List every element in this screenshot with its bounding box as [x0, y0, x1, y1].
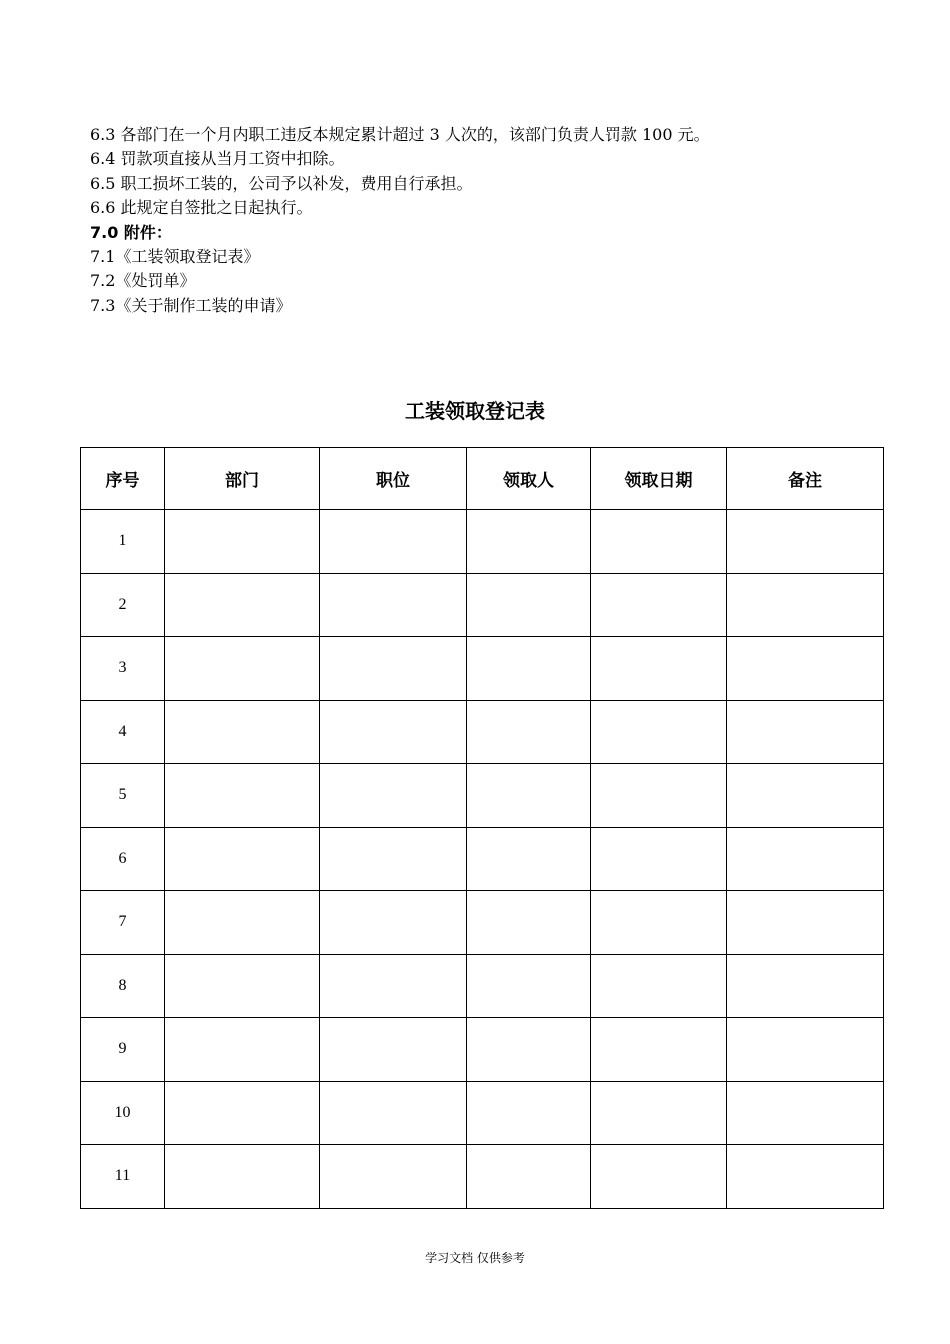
- table-row: [81, 510, 884, 574]
- serial-cell: 6: [81, 827, 165, 891]
- department-cell: [165, 700, 320, 764]
- position-cell: [320, 764, 467, 828]
- table-row: [81, 637, 884, 701]
- clause-6-4: 6.4 罚款项直接从当月工资中扣除。: [90, 149, 345, 169]
- column-header-position: 职位: [320, 448, 467, 510]
- serial-cell: 9: [81, 1018, 165, 1082]
- department-cell: [165, 1145, 320, 1209]
- recipient-cell: [467, 1081, 591, 1145]
- table-row: [81, 827, 884, 891]
- remarks-cell: [727, 827, 884, 891]
- column-header-serial: 序号: [81, 448, 165, 510]
- position-cell: [320, 891, 467, 955]
- position-cell: [320, 1081, 467, 1145]
- recipient-cell: [467, 637, 591, 701]
- serial-cell: 10: [81, 1081, 165, 1145]
- table-header-row: [81, 448, 884, 510]
- department-cell: [165, 510, 320, 574]
- date-cell: [591, 1145, 727, 1209]
- date-cell: [591, 764, 727, 828]
- serial-cell: 8: [81, 954, 165, 1018]
- column-header-remarks: 备注: [727, 448, 884, 510]
- attachment-7-1: 7.1《工装领取登记表》: [90, 246, 260, 266]
- position-cell: [320, 510, 467, 574]
- position-cell: [320, 827, 467, 891]
- recipient-cell: [467, 1018, 591, 1082]
- position-cell: [320, 954, 467, 1018]
- column-header-department: 部门: [165, 448, 320, 510]
- remarks-cell: [727, 764, 884, 828]
- position-cell: [320, 637, 467, 701]
- recipient-cell: [467, 954, 591, 1018]
- position-cell: [320, 1145, 467, 1209]
- remarks-cell: [727, 1145, 884, 1209]
- column-header-date: 领取日期: [591, 448, 727, 510]
- position-cell: [320, 700, 467, 764]
- date-cell: [591, 1018, 727, 1082]
- date-cell: [591, 1081, 727, 1145]
- table-row: [81, 1018, 884, 1082]
- date-cell: [591, 637, 727, 701]
- date-cell: [591, 891, 727, 955]
- table-row: [81, 764, 884, 828]
- recipient-cell: [467, 510, 591, 574]
- date-cell: [591, 827, 727, 891]
- uniform-register-table: [80, 447, 884, 1209]
- serial-cell: 3: [81, 637, 165, 701]
- position-cell: [320, 573, 467, 637]
- date-cell: [591, 954, 727, 1018]
- remarks-cell: [727, 1018, 884, 1082]
- footer-note: 学习文档 仅供参考: [425, 1251, 525, 1265]
- recipient-cell: [467, 891, 591, 955]
- clause-6-5: 6.5 职工损坏工装的，公司予以补发，费用自行承担。: [90, 173, 473, 193]
- serial-cell: 1: [81, 510, 165, 574]
- department-cell: [165, 1018, 320, 1082]
- clause-6-6: 6.6 此规定自签批之日起执行。: [90, 198, 313, 218]
- regulation-text: [90, 123, 890, 318]
- department-cell: [165, 573, 320, 637]
- column-header-recipient: 领取人: [467, 448, 591, 510]
- clause-6-3: 6.3 各部门在一个月内职工违反本规定累计超过 3 人次的，该部门负责人罚款 100 元。: [90, 125, 710, 144]
- remarks-cell: [727, 637, 884, 701]
- department-cell: [165, 1081, 320, 1145]
- form-title: 工装领取登记表: [405, 399, 545, 423]
- remarks-cell: [727, 954, 884, 1018]
- remarks-cell: [727, 1081, 884, 1145]
- date-cell: [591, 700, 727, 764]
- recipient-cell: [467, 700, 591, 764]
- table-row: [81, 1081, 884, 1145]
- attachment-7-2: 7.2《处罚单》: [90, 271, 196, 291]
- serial-cell: 4: [81, 700, 165, 764]
- remarks-cell: [727, 700, 884, 764]
- attachment-7-3: 7.3《关于制作工装的申请》: [90, 295, 292, 315]
- date-cell: [591, 573, 727, 637]
- position-cell: [320, 1018, 467, 1082]
- department-cell: [165, 764, 320, 828]
- table-row: [81, 891, 884, 955]
- table-row: [81, 700, 884, 764]
- department-cell: [165, 637, 320, 701]
- serial-cell: 2: [81, 573, 165, 637]
- table-row: [81, 1145, 884, 1209]
- remarks-cell: [727, 510, 884, 574]
- table-row: [81, 573, 884, 637]
- recipient-cell: [467, 764, 591, 828]
- serial-cell: 11: [81, 1145, 165, 1209]
- date-cell: [591, 510, 727, 574]
- remarks-cell: [727, 891, 884, 955]
- remarks-cell: [727, 573, 884, 637]
- serial-cell: 5: [81, 764, 165, 828]
- serial-cell: 7: [81, 891, 165, 955]
- table-row: [81, 954, 884, 1018]
- recipient-cell: [467, 1145, 591, 1209]
- department-cell: [165, 891, 320, 955]
- recipient-cell: [467, 827, 591, 891]
- section-7-heading: 7.0 附件：: [90, 222, 172, 242]
- department-cell: [165, 827, 320, 891]
- recipient-cell: [467, 573, 591, 637]
- department-cell: [165, 954, 320, 1018]
